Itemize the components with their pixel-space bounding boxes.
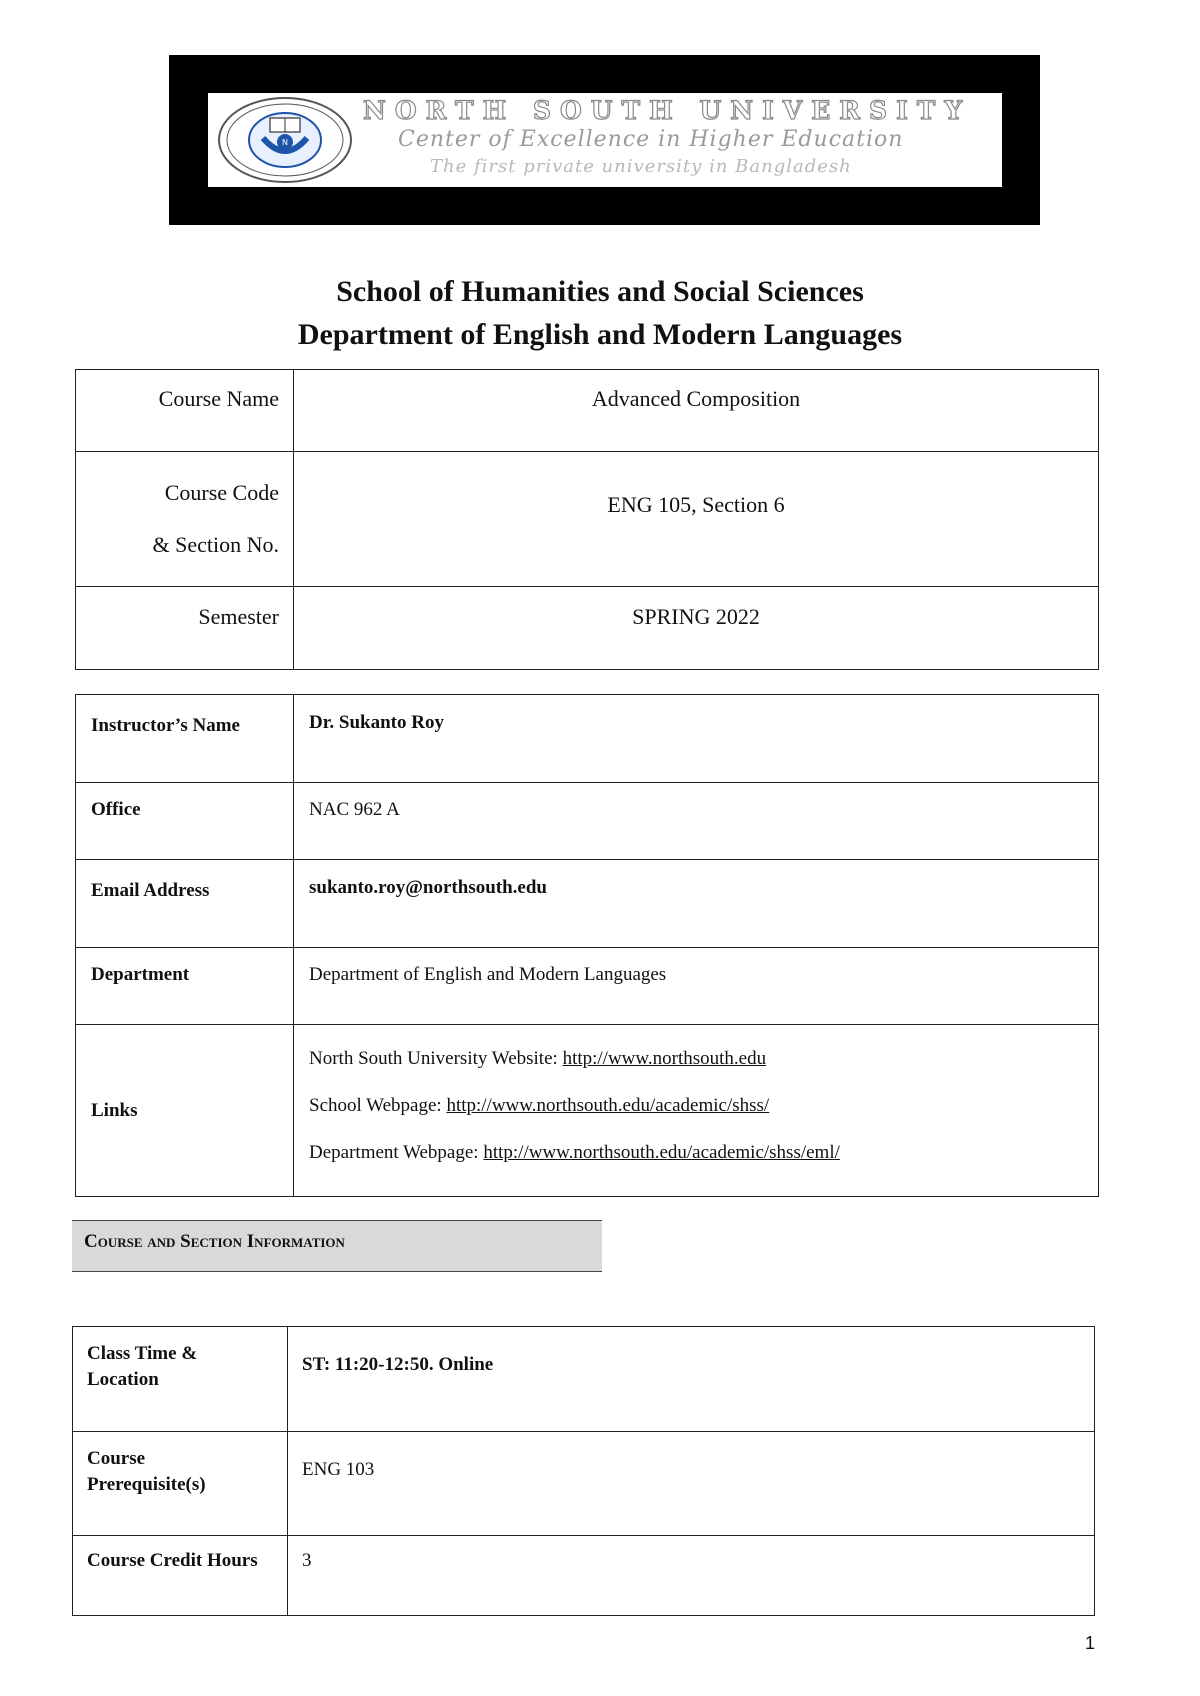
link-label: North South University Website: (309, 1048, 563, 1069)
class-time-label-line2: Location (87, 1369, 159, 1390)
department-label: Department (76, 948, 294, 1025)
course-code-label-line2: & Section No. (152, 532, 279, 557)
department-value: Department of English and Modern Languages (294, 948, 1099, 1025)
email-row (76, 860, 1099, 948)
university-tagline: Center of Excellence in Higher Education (398, 127, 904, 152)
section-heading: Course and Section Information (84, 1231, 345, 1252)
course-code-label-line1: Course Code (164, 480, 279, 505)
semester-value: SPRING 2022 (294, 587, 1099, 670)
class-time-label-line1: Class Time & (87, 1343, 198, 1364)
prerequisite-label-line2: Prerequisite(s) (87, 1474, 206, 1495)
svg-text:N: N (282, 138, 288, 147)
link-item (309, 1129, 1098, 1176)
credit-hours-label: Course Credit Hours (73, 1536, 288, 1616)
links-value (294, 1025, 1099, 1197)
course-table (75, 369, 1099, 670)
university-name: NORTH SOUTH UNIVERSITY (363, 96, 972, 125)
link-label: Department Webpage: (309, 1142, 484, 1163)
links-label: Links (76, 1025, 294, 1197)
department-row (76, 948, 1099, 1025)
class-time-label (73, 1327, 288, 1432)
office-label: Office (76, 783, 294, 860)
prerequisite-row (73, 1432, 1095, 1536)
prerequisite-label-line1: Course (87, 1448, 146, 1469)
page-number: 1 (1084, 1633, 1095, 1653)
school-heading: School of Humanities and Social Sciences (336, 275, 864, 308)
department-heading: Department of English and Modern Languages (297, 318, 903, 351)
course-name-value: Advanced Composition (294, 370, 1099, 452)
prerequisite-label (73, 1432, 288, 1536)
university-banner (169, 55, 1040, 225)
school-webpage-link[interactable]: http://www.northsouth.edu/academic/shss/ (446, 1095, 770, 1116)
prerequisite-value: ENG 103 (288, 1432, 1095, 1536)
department-webpage-link[interactable]: http://www.northsouth.edu/academic/shss/eml/ (483, 1142, 840, 1163)
instructor-table (75, 694, 1099, 1197)
semester-label: Semester (76, 587, 294, 670)
office-value: NAC 962 A (294, 783, 1099, 860)
email-value[interactable]: sukanto.roy@northsouth.edu (294, 860, 1099, 948)
semester-row (76, 587, 1099, 670)
credit-hours-row (73, 1536, 1095, 1616)
credit-hours-value: 3 (288, 1536, 1095, 1616)
link-label: School Webpage: (309, 1095, 447, 1116)
university-seal-icon (215, 96, 355, 184)
instructor-name-value: Dr. Sukanto Roy (294, 695, 1099, 783)
class-time-value: ST: 11:20-12:50. Online (288, 1327, 1095, 1432)
link-item (309, 1082, 1098, 1129)
office-row (76, 783, 1099, 860)
banner-logo-panel (208, 93, 1002, 187)
links-row (76, 1025, 1099, 1197)
course-code-value: ENG 105, Section 6 (294, 452, 1099, 587)
course-code-row (76, 452, 1099, 587)
instructor-name-row (76, 695, 1099, 783)
course-code-label (76, 452, 294, 587)
course-name-row (76, 370, 1099, 452)
course-name-label: Course Name (76, 370, 294, 452)
link-item (309, 1035, 1098, 1082)
university-subtagline: The first private university in Bangladesh (430, 156, 852, 177)
university-website-link[interactable]: http://www.northsouth.edu (562, 1048, 767, 1069)
class-info-table (72, 1326, 1095, 1616)
instructor-name-label: Instructor’s Name (76, 695, 294, 783)
class-time-row (73, 1327, 1095, 1432)
section-heading-bar (72, 1220, 602, 1272)
email-label: Email Address (76, 860, 294, 948)
